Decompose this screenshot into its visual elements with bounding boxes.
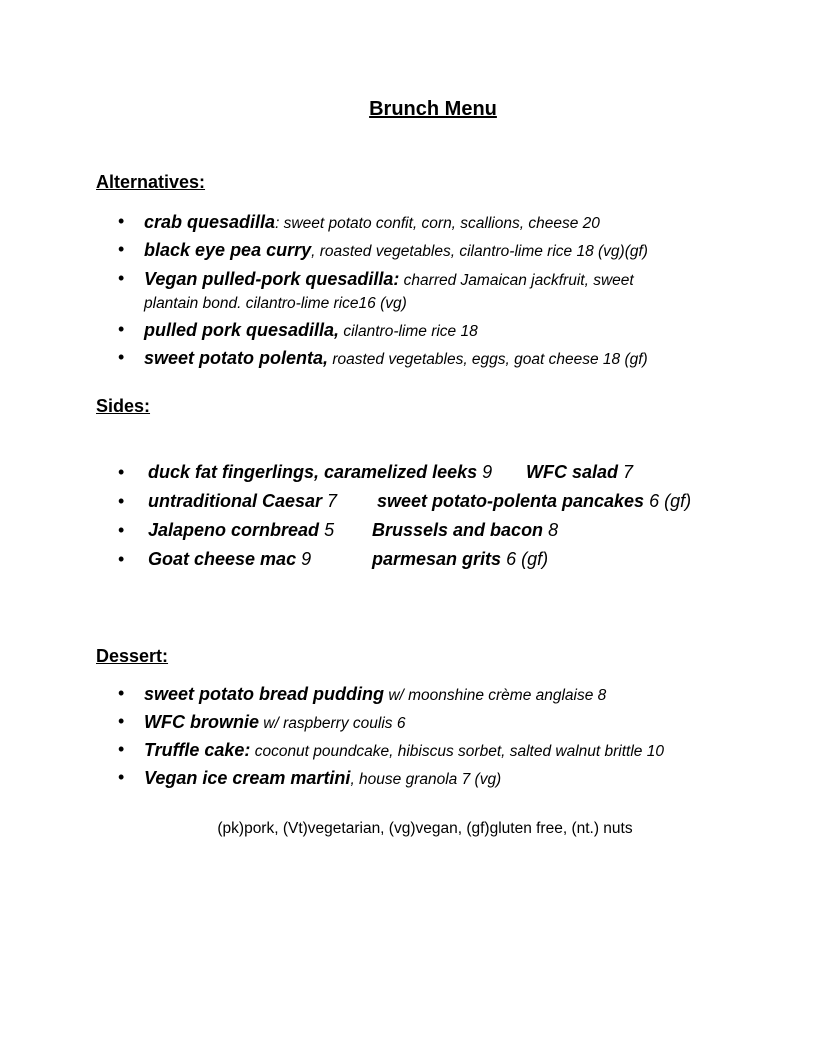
side-price: 6 (gf) [644,491,692,511]
side-price: 9 [477,462,493,482]
item-name: Truffle cake: [144,740,251,760]
side-row [118,462,776,488]
bullet-icon: • [118,549,125,569]
item-name: crab quesadilla [144,212,276,232]
item-name: Vegan pulled-pork quesadilla: [144,269,400,289]
bullet-icon: • [118,739,125,759]
side-name: sweet potato-polenta pancakes [377,491,645,511]
side-price: 8 [543,520,559,540]
page-title: Brunch Menu [369,98,497,120]
item-description: , house granola 7 (vg) [350,771,502,788]
side-name: Jalapeno cornbread [148,520,320,540]
bullet-icon: • [118,711,125,731]
side-name: parmesan grits [372,549,502,569]
item-description: coconut poundcake, hibiscus sorbet, salted walnut brittle 10 [250,743,664,760]
side-row [118,520,776,546]
list-item [118,268,676,315]
list-item [118,239,756,263]
item-description: , roasted vegetables, cilantro-lime rice 18 (vg)(gf) [311,243,648,260]
side-price: 6 (gf) [501,549,549,569]
bullet-icon: • [118,520,125,540]
side-name: Goat cheese mac [148,549,297,569]
list-item [118,347,756,371]
side-price: 9 [296,549,312,569]
section-heading-sides: Sides: [96,396,151,416]
bullet-icon: • [118,767,125,787]
bullet-icon: • [118,268,125,288]
side-row [118,491,776,517]
side-price: 7 [322,491,338,511]
bullet-icon: • [118,347,125,367]
item-name: Vegan ice cream martini [144,768,351,788]
side-price: 5 [319,520,335,540]
item-description: w/ raspberry coulis 6 [259,715,406,732]
item-name: black eye pea curry [144,240,312,260]
list-item [118,319,756,343]
list-item [118,767,756,791]
side-name: duck fat fingerlings, caramelized leeks [148,462,478,482]
item-description: w/ moonshine crème anglaise 8 [384,687,607,704]
section-heading-alternatives: Alternatives: [96,172,206,192]
item-description: : sweet potato confit, corn, scallions, cheese 20 [275,215,600,232]
bullet-icon: • [118,491,125,511]
list-item [118,683,756,707]
section-heading-dessert: Dessert: [96,646,169,666]
list-item [118,739,796,763]
item-name: sweet potato polenta, [144,348,329,368]
list-item [118,711,756,735]
item-name: WFC brownie [144,712,259,732]
bullet-icon: • [118,319,125,339]
side-price: 7 [618,462,634,482]
bullet-icon: • [118,211,125,231]
item-name: sweet potato bread pudding [144,684,385,704]
side-name: Brussels and bacon [372,520,544,540]
item-name: pulled pork quesadilla, [144,320,340,340]
bullet-icon: • [118,462,125,482]
side-name: untraditional Caesar [148,491,323,511]
item-description: roasted vegetables, eggs, goat cheese 18 (gf) [328,351,648,368]
list-item [118,211,756,235]
item-description: cilantro-lime rice 18 [339,323,478,340]
bullet-icon: • [118,239,125,259]
side-row [118,549,776,575]
bullet-icon: • [118,683,125,703]
side-name: WFC salad [526,462,619,482]
dietary-legend: (pk)pork, (Vt)vegetarian, (vg)vegan, (gf)gluten free, (nt.) nuts [217,820,633,837]
item-description: charred Jamaican jackfruit, sweet plantain bond. cilantro-lime rice16 (vg) [144,272,634,312]
